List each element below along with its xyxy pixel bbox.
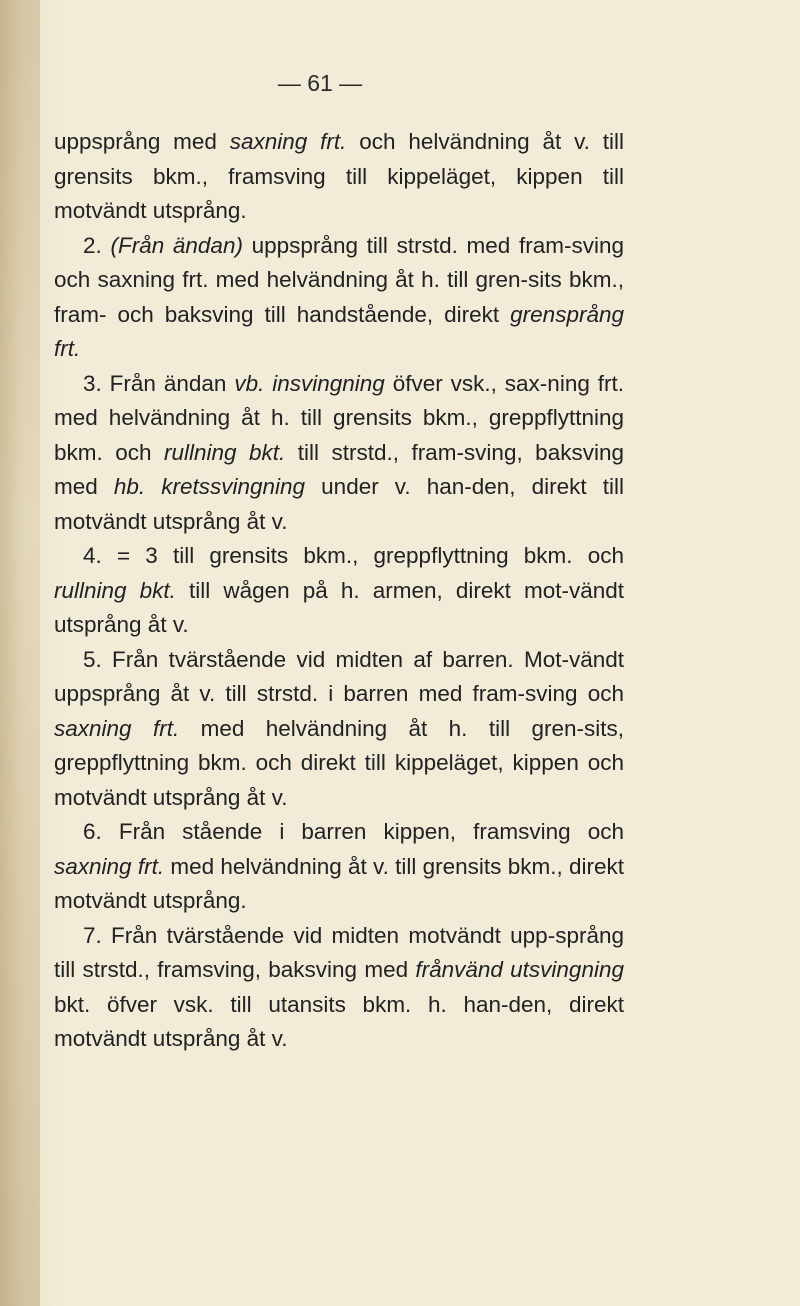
italic-term: (Från ändan) (110, 232, 243, 258)
italic-term: grensprång frt. (54, 301, 624, 361)
text-run: med helvändning åt h. till gren-sits, greppflyttning bkm. och direkt till kippeläget, kippen och motvändt utsprång åt v. (54, 715, 624, 810)
italic-term: rullning bkt. (163, 439, 286, 465)
text-run: under v. han-den, direkt till motvändt utsprång åt v. (54, 474, 624, 534)
text-run: 4. = 3 till grensits bkm., greppflyttning bkm. och (83, 543, 624, 568)
italic-term: hb. kretssvingning (113, 474, 306, 499)
text-run: till wågen på h. armen, direkt mot-vändt utsprång åt v. (54, 577, 624, 637)
text-run: 7. Från tvärstående vid midten motvändt upp-språng till strstd., framsving, baksving med (54, 922, 624, 982)
italic-term: saxning frt. (54, 853, 165, 879)
paragraph (54, 367, 624, 540)
italic-term: vb. insvingning (234, 370, 385, 396)
page-edge-stain (0, 0, 40, 1306)
text-run: bkt. öfver vsk. till utansits bkm. h. han-den, direkt motvändt utsprång åt v. (54, 991, 624, 1051)
paragraph (54, 643, 624, 816)
text-run: till strstd., fram-sving, baksving med (54, 439, 624, 499)
text-run: med helvändning åt v. till grensits bkm., direkt motvändt utsprång. (54, 853, 624, 913)
italic-term: saxning frt. (54, 715, 180, 741)
text-run: 3. Från ändan (83, 370, 235, 396)
page-number: — 61 — (277, 70, 363, 96)
text-run: uppsprång med (54, 129, 230, 154)
text-run: uppsprång till strstd. med fram-sving och saxning frt. med helvändning åt h. till gren-sits bkm., fram- och baksving till handstående, direkt (54, 232, 624, 327)
text-run: 6. Från stående i barren kippen, framsving och (83, 819, 624, 844)
body-text (54, 125, 624, 1057)
paragraph (54, 539, 624, 643)
paragraph (54, 815, 624, 919)
italic-term: frånvänd utsvingning (415, 957, 624, 982)
text-run: öfver vsk., sax-ning frt. med helvändning åt h. till grensits bkm., greppflyttning bkm. och (54, 370, 624, 465)
paragraph (54, 919, 624, 1057)
paragraph (54, 229, 624, 367)
italic-term: saxning frt. (229, 129, 347, 154)
paragraph (54, 125, 624, 229)
italic-term: rullning bkt. (54, 577, 176, 603)
text-run: och helvändning åt v. till grensits bkm., framsving till kippeläget, kippen till motvändt utsprång. (54, 129, 624, 223)
text-run: 2. (83, 232, 111, 258)
text-run: 5. Från tvärstående vid midten af barren. Mot-vändt uppsprång åt v. till strstd. i barren med fram-sving och (54, 646, 624, 706)
